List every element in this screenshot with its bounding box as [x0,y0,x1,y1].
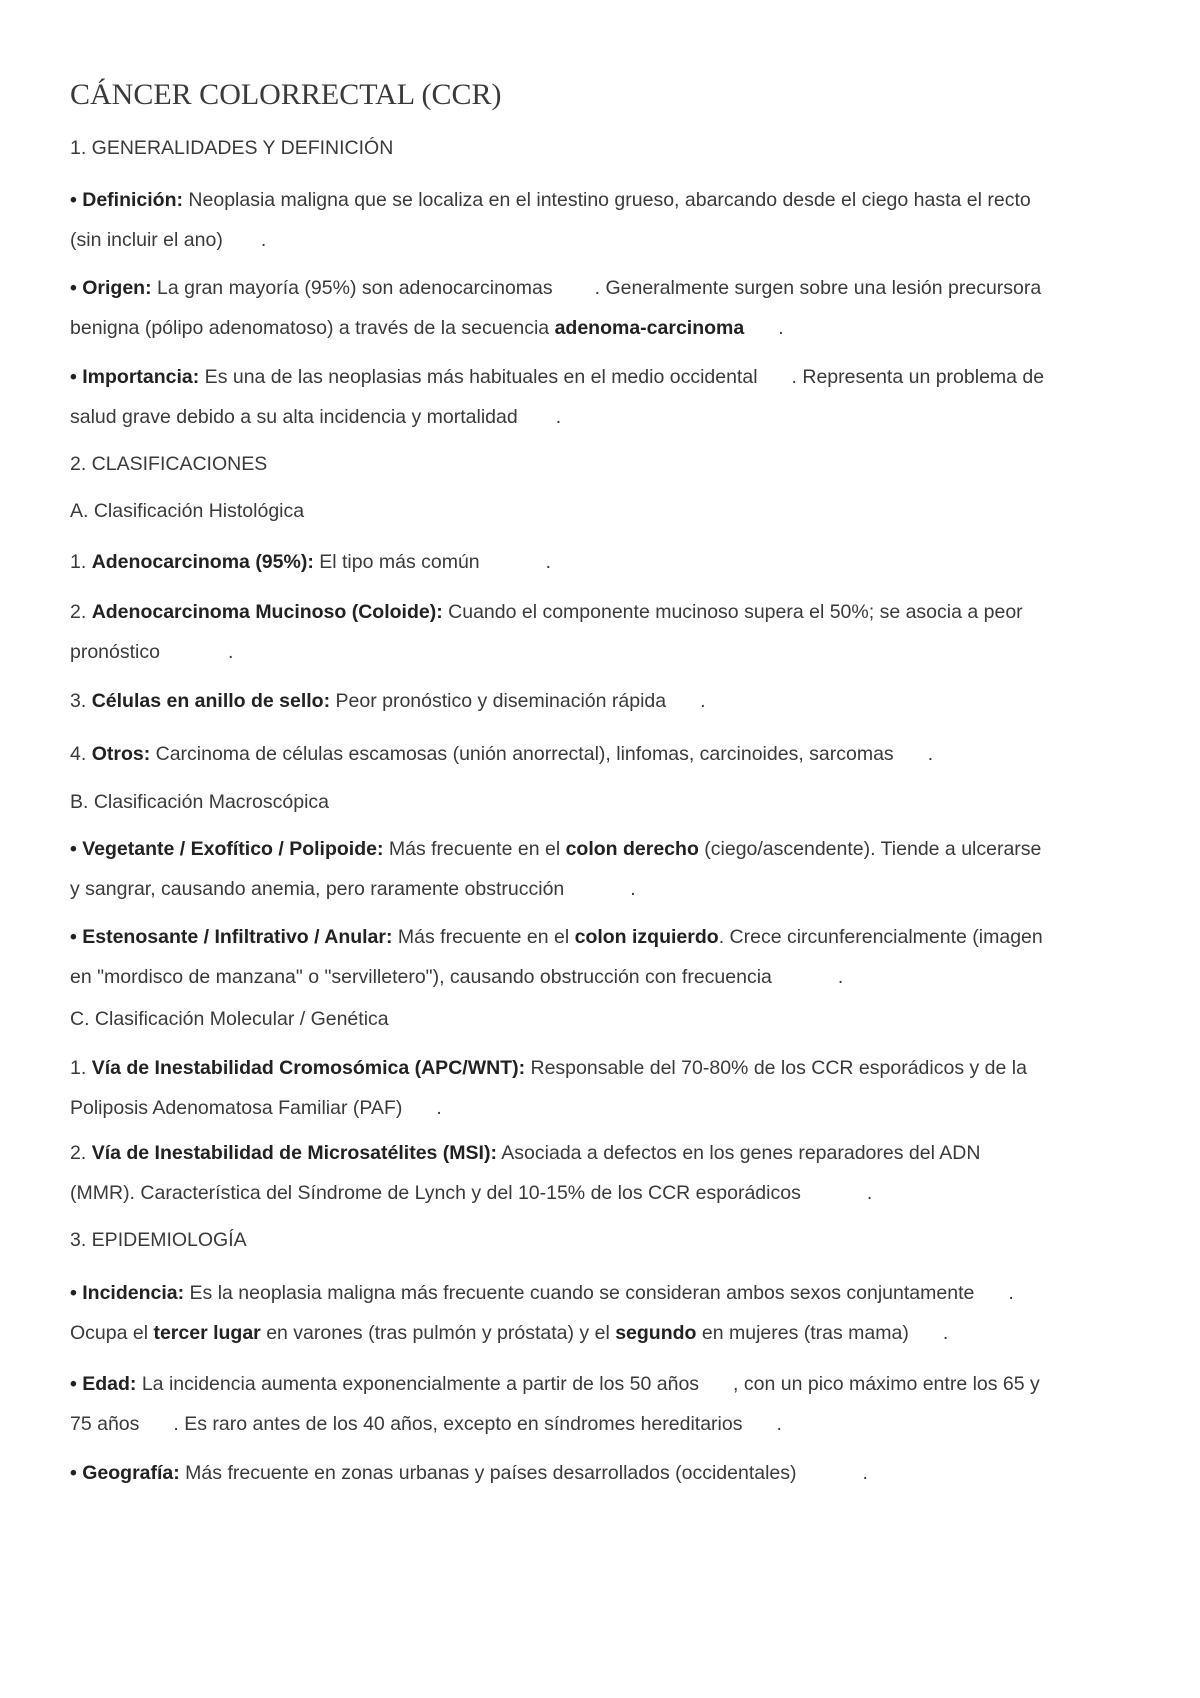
subsection-heading-histologica: A. Clasificación Histológica [70,500,305,522]
bold-tercer-lugar: tercer lugar [153,1322,261,1344]
list-number: 2. [70,601,92,623]
subsection-heading-macroscopica: B. Clasificación Macroscópica [70,791,330,813]
text-incidencia-end-1: . [1008,1282,1014,1304]
bold-segundo: segundo [615,1322,697,1344]
text-incidencia-1: Es la neoplasia maligna más frecuente cuando se consideran ambos sexos conjuntamente [184,1282,975,1304]
section-heading-generalidades: 1. GENERALIDADES Y DEFINICIÓN [70,137,394,159]
paragraph-estenosante [70,917,1145,997]
list-number: 1. [70,551,92,573]
bold-colon-derecho: colon derecho [565,838,699,860]
text-mucinoso-end: . [227,641,234,663]
label-incidencia: • Incidencia: [70,1282,185,1304]
text-via-cromosomica-2: Poliposis Adenomatosa Familiar (PAF) [70,1097,403,1119]
text-incidencia-end-2: . [942,1322,949,1344]
paragraph-importancia [70,357,1145,437]
text-origen-1: La gran mayoría (95%) son adenocarcinomas [151,277,553,299]
label-adenocarcinoma: Adenocarcinoma (95%): [91,551,314,573]
list-item-adenocarcinoma [70,542,1145,582]
label-origen: • Origen: [70,277,152,299]
text-estenosante-3: en "mordisco de manzana" o "servilletero"), causando obstrucción con frecuencia [70,966,772,988]
document-title: CÁNCER COLORRECTAL (CCR) [70,78,502,111]
text-estenosante-2: . Crece circunferencialmente (imagen [718,926,1043,948]
list-item-mucinoso [70,592,1145,672]
list-item-via-msi [70,1133,1145,1213]
section-heading-clasificaciones: 2. CLASIFICACIONES [70,453,268,475]
label-mucinoso: Adenocarcinoma Mucinoso (Coloide): [91,601,443,623]
text-origen-3: benigna (pólipo adenomatoso) a través de la secuencia [70,317,555,339]
text-via-cromosomica-end: . [436,1097,442,1119]
text-vegetante-3: y sangrar, causando anemia, pero raramente obstrucción [70,878,565,900]
text-via-msi-1: Asociada a defectos en los genes reparadores del ADN [496,1142,981,1164]
text-definicion-1: Neoplasia maligna que se localiza en el intestino grueso, abarcando desde el ciego hasta el recto [183,189,1031,211]
list-number: 3. [70,690,92,712]
text-geografia: Más frecuente en zonas urbanas y países desarrollados (occidentales) [179,1462,797,1484]
text-origen-end: . [778,317,784,339]
text-anillo-sello: Peor pronóstico y diseminación rápida [330,690,667,712]
text-otros-end: . [927,743,934,765]
text-vegetante-2: (ciego/ascendente). Tiende a ulcerarse [698,838,1042,860]
text-estenosante-end: . [837,966,844,988]
bold-adenoma-carcinoma: adenoma-carcinoma [554,317,745,339]
text-edad-1: La incidencia aumenta exponencialmente a partir de los 50 años [136,1373,700,1395]
label-anillo-sello: Células en anillo de sello: [91,690,331,712]
text-definicion-end: . [260,229,267,251]
text-incidencia-4: en mujeres (tras mama) [696,1322,909,1344]
text-estenosante-1: Más frecuente en el [392,926,575,948]
label-via-msi: Vía de Inestabilidad de Microsatélites (MSI): [91,1142,497,1164]
list-item-otros [70,734,1145,774]
text-origen-2: . Generalmente surgen sobre una lesión precursora [594,277,1042,299]
label-definicion: • Definición: [70,189,183,211]
list-number: 2. [70,1142,92,1164]
label-importancia: • Importancia: [70,366,200,388]
list-number: 4. [70,743,92,765]
subsection-heading-molecular: C. Clasificación Molecular / Genética [70,1008,389,1030]
paragraph-edad [70,1364,1145,1444]
text-edad-3: 75 años [70,1413,140,1435]
text-incidencia-2: Ocupa el [70,1322,154,1344]
text-adenocarcinoma: El tipo más común [313,551,480,573]
label-vegetante: • Vegetante / Exofítico / Polipoide: [70,838,384,860]
text-via-cromosomica-1: Responsable del 70-80% de los CCR esporádicos y de la [525,1057,1027,1079]
paragraph-incidencia [70,1273,1145,1353]
text-mucinoso-2: pronóstico [70,641,160,663]
text-importancia-1: Es una de las neoplasias más habituales en el medio occidental [199,366,758,388]
text-importancia-end: . [555,406,562,428]
text-via-msi-2: (MMR). Característica del Síndrome de Lynch y del 10-15% de los CCR esporádicos [70,1182,801,1204]
text-edad-end: . [776,1413,782,1435]
text-adenocarcinoma-end: . [545,551,552,573]
text-otros: Carcinoma de células escamosas (unión anorrectal), linfomas, carcinoides, sarcomas [150,743,894,765]
list-item-via-cromosomica [70,1048,1145,1128]
text-edad-4: . Es raro antes de los 40 años, excepto en síndromes hereditarios [173,1413,743,1435]
list-item-anillo-sello [70,681,1145,721]
text-via-msi-end: . [866,1182,873,1204]
paragraph-vegetante [70,829,1145,909]
text-edad-2: , con un pico máximo entre los 65 y [733,1373,1040,1395]
text-geografia-end: . [862,1462,868,1484]
text-vegetante-end: . [630,878,636,900]
section-heading-epidemiologia: 3. EPIDEMIOLOGÍA [70,1229,247,1251]
text-definicion-2: (sin incluir el ano) [70,229,223,251]
text-anillo-sello-end: . [700,690,706,712]
label-estenosante: • Estenosante / Infiltrativo / Anular: [70,926,393,948]
text-importancia-3: salud grave debido a su alta incidencia y mortalidad [70,406,518,428]
list-number: 1. [70,1057,92,1079]
bold-colon-izquierdo: colon izquierdo [574,926,719,948]
text-incidencia-3: en varones (tras pulmón y próstata) y el [260,1322,616,1344]
text-importancia-2: . Representa un problema de [791,366,1045,388]
text-mucinoso-1: Cuando el componente mucinoso supera el 50%; se asocia a peor [442,601,1023,623]
text-vegetante-1: Más frecuente en el [383,838,566,860]
label-via-cromosomica: Vía de Inestabilidad Cromosómica (APC/WNT): [91,1057,526,1079]
paragraph-origen [70,268,1145,348]
label-geografia: • Geografía: [70,1462,180,1484]
label-edad: • Edad: [70,1373,137,1395]
paragraph-definicion [70,180,1145,260]
label-otros: Otros: [91,743,151,765]
paragraph-geografia [70,1453,1145,1493]
